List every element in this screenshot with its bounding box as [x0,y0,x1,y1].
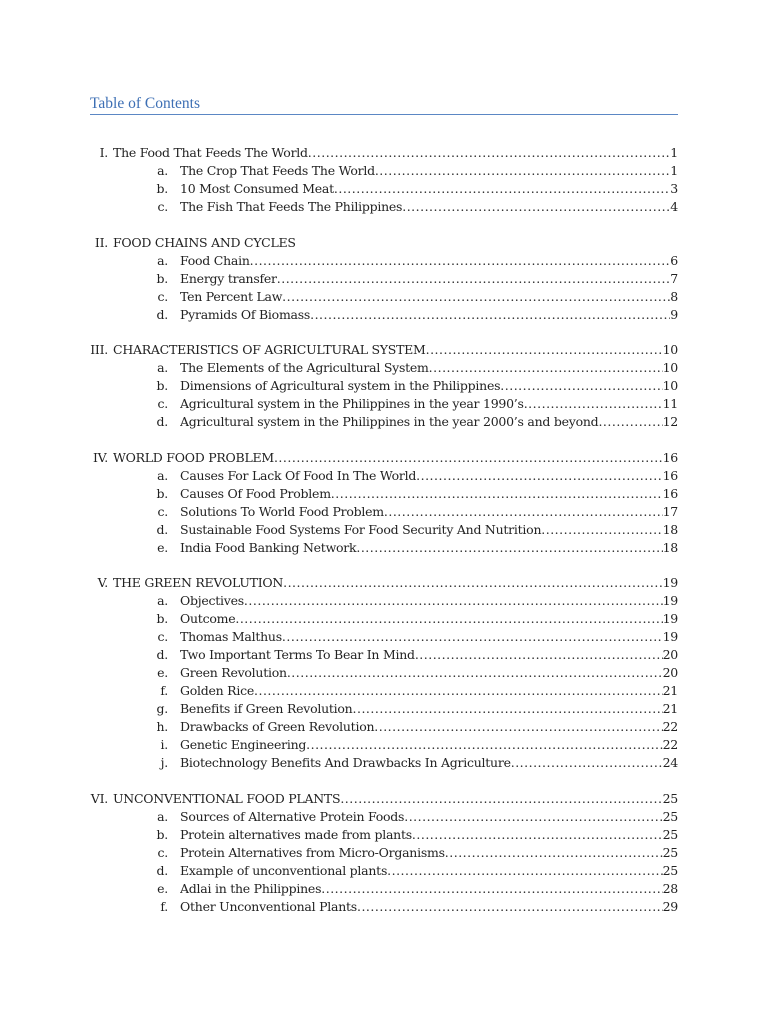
toc-section-entry[interactable] [0,341,768,359]
entry-title: Objectives [180,593,244,608]
page-number: 19 [662,575,678,590]
entry-title: THE GREEN REVOLUTION [113,575,284,590]
entry-title: Sustainable Food Systems For Food Security And Nutrition [180,521,542,537]
entry-title: CHARACTERISTICS OF AGRICULTURAL SYSTEM [113,342,426,357]
page-number: 29 [662,898,678,914]
page-number: 6 [670,252,678,268]
toc-subentry[interactable] [0,539,768,557]
toc-subentry[interactable] [0,467,768,485]
page-number: 21 [662,701,678,716]
entry-number: h. [156,719,168,734]
toc-subentry[interactable] [0,377,768,395]
entry-number: c. [157,288,168,304]
entry-title: The Food That Feeds The World [113,145,308,160]
entry-number: c. [157,629,168,644]
entry-number: d. [156,306,168,322]
entry-title: Sources of Alternative Protein Foods [180,808,405,824]
entry-number: b. [156,826,168,842]
entry-number: j. [160,755,168,770]
entry-number: b. [156,270,168,286]
entry-title: Protein alternatives made from plants [180,826,412,842]
entry-title: Agricultural system in the Philippines in the year 2000’s and beyond [180,414,599,429]
page-number: 9 [670,306,678,322]
dot-leader [283,574,662,592]
entry-number: e. [157,880,168,896]
dot-leader [282,628,663,646]
toc-subentry[interactable] [0,521,768,539]
entry-title: Example of unconventional plants [180,862,388,878]
entry-number: f. [160,898,168,914]
dot-leader [412,826,663,844]
entry-number: I. [99,145,108,160]
entry-number: i. [160,737,168,752]
dot-leader [287,664,663,682]
entry-title: Adlai in the Philippines [180,880,322,896]
page-number: 25 [662,844,678,860]
toc-subentry[interactable] [0,359,768,377]
toc-heading: Table of Contents [90,94,678,115]
entry-title: Food Chain [180,252,250,268]
dot-leader [404,808,662,826]
dot-leader [340,790,662,808]
dot-leader [445,844,663,862]
entry-title: Thomas Malthus [180,629,282,644]
entry-number: d. [156,862,168,878]
page-number: 11 [662,396,678,411]
toc-subentry[interactable] [0,808,768,826]
entry-number: b. [156,611,168,626]
dot-leader [384,503,663,521]
page-number: 8 [670,288,678,304]
entry-number: g. [156,701,168,716]
page-number: 17 [662,503,678,519]
toc-subentry[interactable] [0,252,768,270]
entry-number: V. [97,575,108,590]
toc-subentry[interactable] [0,754,768,772]
dot-leader [356,539,662,557]
entry-number: a. [157,467,168,483]
entry-title: Other Unconventional Plants [180,898,357,914]
entry-number: e. [157,539,168,555]
page-number: 12 [662,414,678,429]
toc-subentry[interactable] [0,682,768,700]
dot-leader [511,754,663,772]
toc-subentry[interactable] [0,306,768,324]
dot-leader [282,288,670,306]
toc-list [0,144,768,933]
dot-leader [308,144,671,162]
entry-title: Solutions To World Food Problem [180,503,384,519]
dot-leader [244,592,663,610]
dot-leader [426,341,663,359]
dot-leader [306,736,662,754]
entry-title: Drawbacks of Green Revolution [180,719,375,734]
entry-title: Causes For Lack Of Food In The World [180,467,417,483]
entry-number: a. [157,163,168,178]
toc-subentry[interactable] [0,485,768,503]
entry-number: f. [160,683,168,698]
entry-title: Biotechnology Benefits And Drawbacks In Agriculture [180,755,511,770]
entry-number: IV. [92,449,108,465]
dot-leader [310,306,670,324]
toc-subentry[interactable] [0,395,768,413]
page-number: 10 [662,342,678,357]
entry-title: Agricultural system in the Philippines in the year 1990’s [180,396,524,411]
entry-title: Two Important Terms To Bear In Mind [180,647,415,662]
toc-section [0,449,768,557]
entry-number: a. [157,252,168,268]
entry-number: c. [157,503,168,519]
toc-subentry[interactable] [0,646,768,664]
page-number: 19 [662,629,678,644]
page-number: 10 [662,378,678,393]
entry-number: d. [156,414,168,429]
entry-number: b. [156,181,168,196]
page-number: 7 [670,270,678,286]
toc-subentry[interactable] [0,503,768,521]
entry-title: The Fish That Feeds The Philippines [180,199,403,214]
page-number: 10 [662,360,678,375]
entry-title: Ten Percent Law [180,288,283,304]
page-number: 19 [662,611,678,626]
page-number: 25 [662,826,678,842]
toc-subentry[interactable] [0,862,768,880]
toc-subentry[interactable] [0,718,768,736]
entry-title: India Food Banking Network [180,539,357,555]
page-number: 24 [662,755,678,770]
entry-title: Benefits if Green Revolution [180,701,353,716]
entry-number: e. [157,665,168,680]
toc-section-entry[interactable] [0,790,768,808]
dot-leader [541,521,662,539]
page-number: 16 [662,485,678,501]
toc-subentry[interactable] [0,610,768,628]
dot-leader [375,162,670,180]
entry-number: d. [156,521,168,537]
dot-leader [500,377,662,395]
entry-title: Dimensions of Agricultural system in the Philippines [180,378,501,393]
entry-title: Outcome [180,611,236,626]
toc-section [0,341,768,431]
entry-number: d. [156,647,168,662]
entry-title: The Elements of the Agricultural System [180,360,429,375]
entry-title: WORLD FOOD PROBLEM [113,449,274,465]
toc-subentry[interactable] [0,736,768,754]
entry-title: Golden Rice [180,683,254,698]
entry-number: II. [94,234,108,250]
dot-leader [250,252,671,270]
page-number: 28 [662,880,678,896]
toc-subentry[interactable] [0,180,768,198]
toc-subentry[interactable] [0,880,768,898]
toc-subentry[interactable] [0,898,768,916]
dot-leader [402,198,670,216]
toc-subentry[interactable] [0,270,768,288]
page-number: 22 [662,719,678,734]
entry-number: III. [90,342,108,357]
dot-leader [416,467,662,485]
page-number: 25 [662,862,678,878]
entry-number: b. [156,485,168,501]
page-number: 18 [662,539,678,555]
dot-leader [353,700,663,718]
toc-section [0,234,768,324]
page-number: 19 [662,593,678,608]
toc-subentry[interactable] [0,162,768,180]
page-number: 4 [670,199,678,214]
toc-subentry[interactable] [0,700,768,718]
toc-section-entry[interactable] [0,144,768,162]
entry-title: Protein Alternatives from Micro-Organisms [180,844,445,860]
entry-title: Genetic Engineering [180,737,307,752]
entry-number: a. [157,808,168,824]
dot-leader [334,180,670,198]
dot-leader [235,610,662,628]
page-number: 22 [662,737,678,752]
dot-leader [598,413,662,431]
entry-number: c. [157,396,168,411]
entry-number: a. [157,593,168,608]
toc-section-entry[interactable] [0,574,768,592]
entry-title: FOOD CHAINS AND CYCLES [113,234,296,250]
toc-subentry[interactable] [0,664,768,682]
entry-number: c. [157,844,168,860]
entry-title: The Crop That Feeds The World [180,163,375,178]
dot-leader [429,359,663,377]
dot-leader [254,682,663,700]
entry-title: Causes Of Food Problem [180,485,331,501]
page-number: 18 [662,521,678,537]
page-number: 3 [670,181,678,196]
page-number: 20 [662,665,678,680]
entry-title: Green Revolution [180,665,287,680]
entry-title: Energy transfer [180,270,277,286]
toc-subentry[interactable] [0,628,768,646]
page-number: 16 [662,467,678,483]
toc-subentry[interactable] [0,288,768,306]
page-number: 21 [662,683,678,698]
dot-leader [415,646,663,664]
dot-leader [524,395,663,413]
page-number: 1 [670,145,678,160]
page-number: 25 [662,790,678,806]
dot-leader [321,880,662,898]
toc-section [0,574,768,772]
page-number: 25 [662,808,678,824]
toc-subentry[interactable] [0,198,768,216]
dot-leader [357,898,663,916]
toc-subentry[interactable] [0,844,768,862]
dot-leader [274,449,663,467]
toc-section [0,790,768,916]
page-number: 1 [670,163,678,178]
entry-title: 10 Most Consumed Meat [180,181,334,196]
dot-leader [374,718,662,736]
toc-subentry[interactable] [0,592,768,610]
entry-number: VI. [90,790,108,806]
entry-title: UNCONVENTIONAL FOOD PLANTS [113,790,341,806]
entry-number: c. [157,199,168,214]
dot-leader [387,862,662,880]
toc-section-entry[interactable] [0,449,768,467]
page-number: 20 [662,647,678,662]
entry-title: Pyramids Of Biomass [180,306,311,322]
entry-number: b. [156,378,168,393]
toc-subentry[interactable] [0,413,768,431]
entry-number: a. [157,360,168,375]
toc-section [0,144,768,216]
toc-section-entry[interactable] [0,234,768,252]
dot-leader [277,270,671,288]
page-number: 16 [662,449,678,465]
dot-leader [331,485,663,503]
toc-subentry[interactable] [0,826,768,844]
